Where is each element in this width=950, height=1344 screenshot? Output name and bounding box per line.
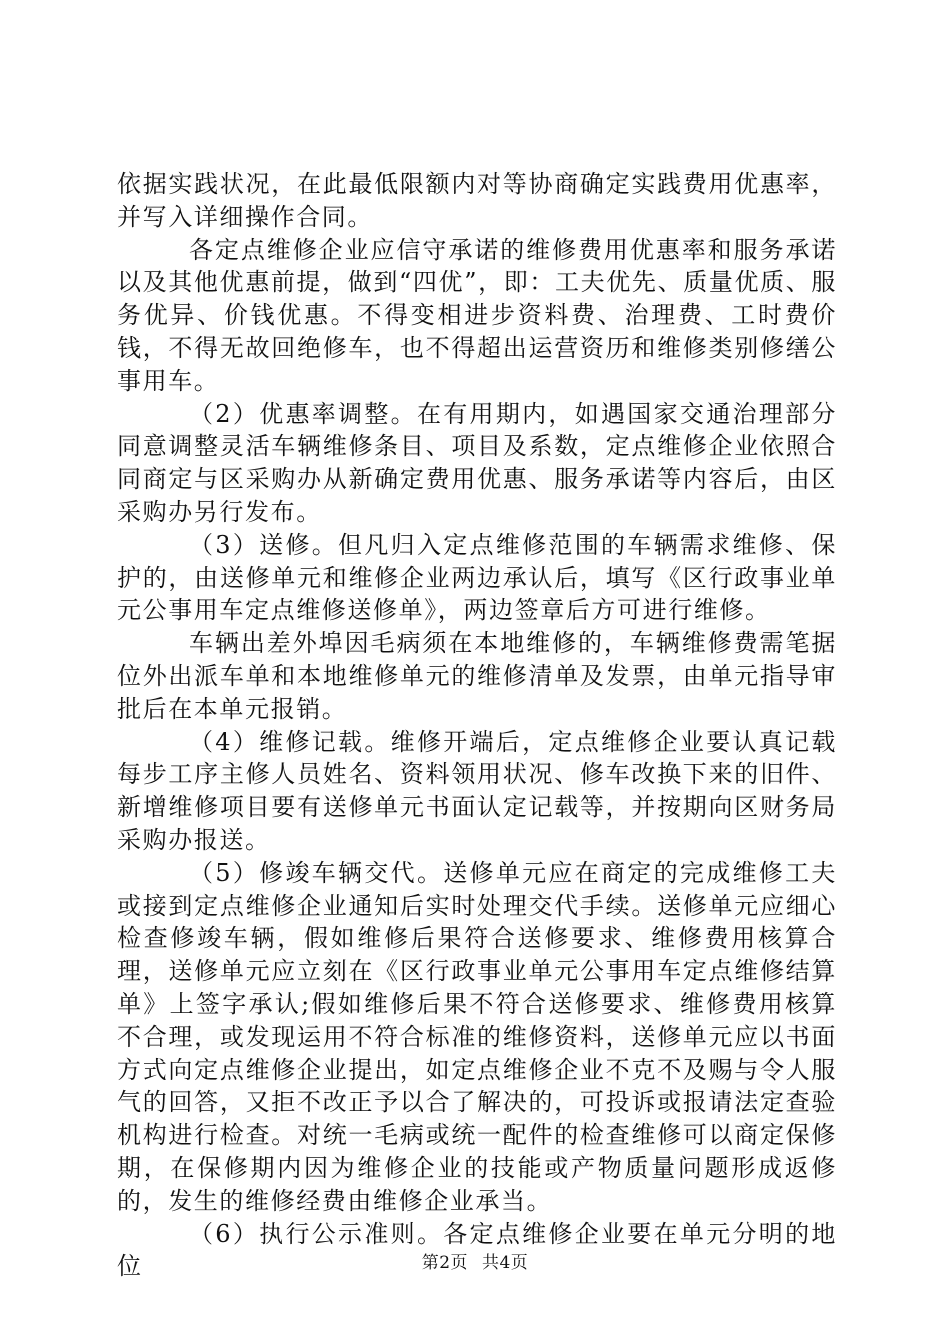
page-number: 第2页 [421, 1253, 469, 1273]
paragraph-discount-adjustment: （2）优惠率调整。在有用期内，如遇国家交通治理部分同意调整灵活车辆维修条目、项目及系数，定点维修企业依照合同商定与区采购办从新确定费用优惠、服务承诺等内容后，由区采购办另行发布。 [117, 399, 837, 526]
paragraph-repair-records: （4）维修记载。维修开端后，定点维修企业要认真记载每步工序主修人员姓名、资料领用状况、修车改换下来的旧件、新增维修项目要有送修单元书面认定记载等，并按期向区财务局采购办报送。 [117, 727, 837, 854]
paragraph-publicity-rules: （6）执行公示准则。各定点维修企业要在单元分明的地位 [117, 1219, 837, 1281]
paragraph-vehicle-handover: （5）修竣车辆交代。送修单元应在商定的完成维修工夫或接到定点维修企业通知后实时处理交代手续。送修单元应细心检查修竣车辆，假如维修后果符合送修要求、维修费用核算合理，送修单元应立刻在《区行政事业单元公事用车定点维修结算单》上签字承认;假如维修后果不符合送修要求、维修费用核算不合理，或发现运用不符合标准的维修资料，送修单元应以书面方式向定点维修企业提出，如定点维修企业不克不及赐与令人服气的回答，又拒不改正予以合了解决的，可投诉或报请法定查验机构进行检查。对统一毛病或统一配件的检查维修可以商定保修期，在保修期内因为维修企业的技能或产物质量问题形成返修的，发生的维修经费由维修企业承当。 [117, 858, 837, 1215]
page-footer [0, 1248, 950, 1273]
paragraph-continuation: 依据实践状况，在此最低限额内对等协商确定实践费用优惠率，并写入详细操作合同。 [117, 170, 837, 231]
page-total: 共4页 [481, 1253, 529, 1273]
paragraph-repair-submission: （3）送修。但凡归入定点维修范围的车辆需求维修、保护的，由送修单元和维修企业两边承认后，填写《区行政事业单元公事用车定点维修送修单》，两边签章后方可进行维修。 [117, 530, 837, 625]
paragraph-out-of-town-repair: 车辆出差外埠因毛病须在本地维修的，车辆维修费需笔据位外出派车单和本地维修单元的维修清单及发票，由单元指导审批后在本单元报销。 [117, 629, 837, 723]
document-body [117, 168, 837, 1283]
paragraph-four-priorities: 各定点维修企业应信守承诺的维修费用优惠率和服务承诺以及其他优惠前提，做到“四优”，即：工夫优先、质量优质、服务优异、价钱优惠。不得变相进步资料费、治理费、工时费价钱，不得无故回绝修车，也不得超出运营资历和维修类别修缮公事用车。 [117, 235, 837, 395]
